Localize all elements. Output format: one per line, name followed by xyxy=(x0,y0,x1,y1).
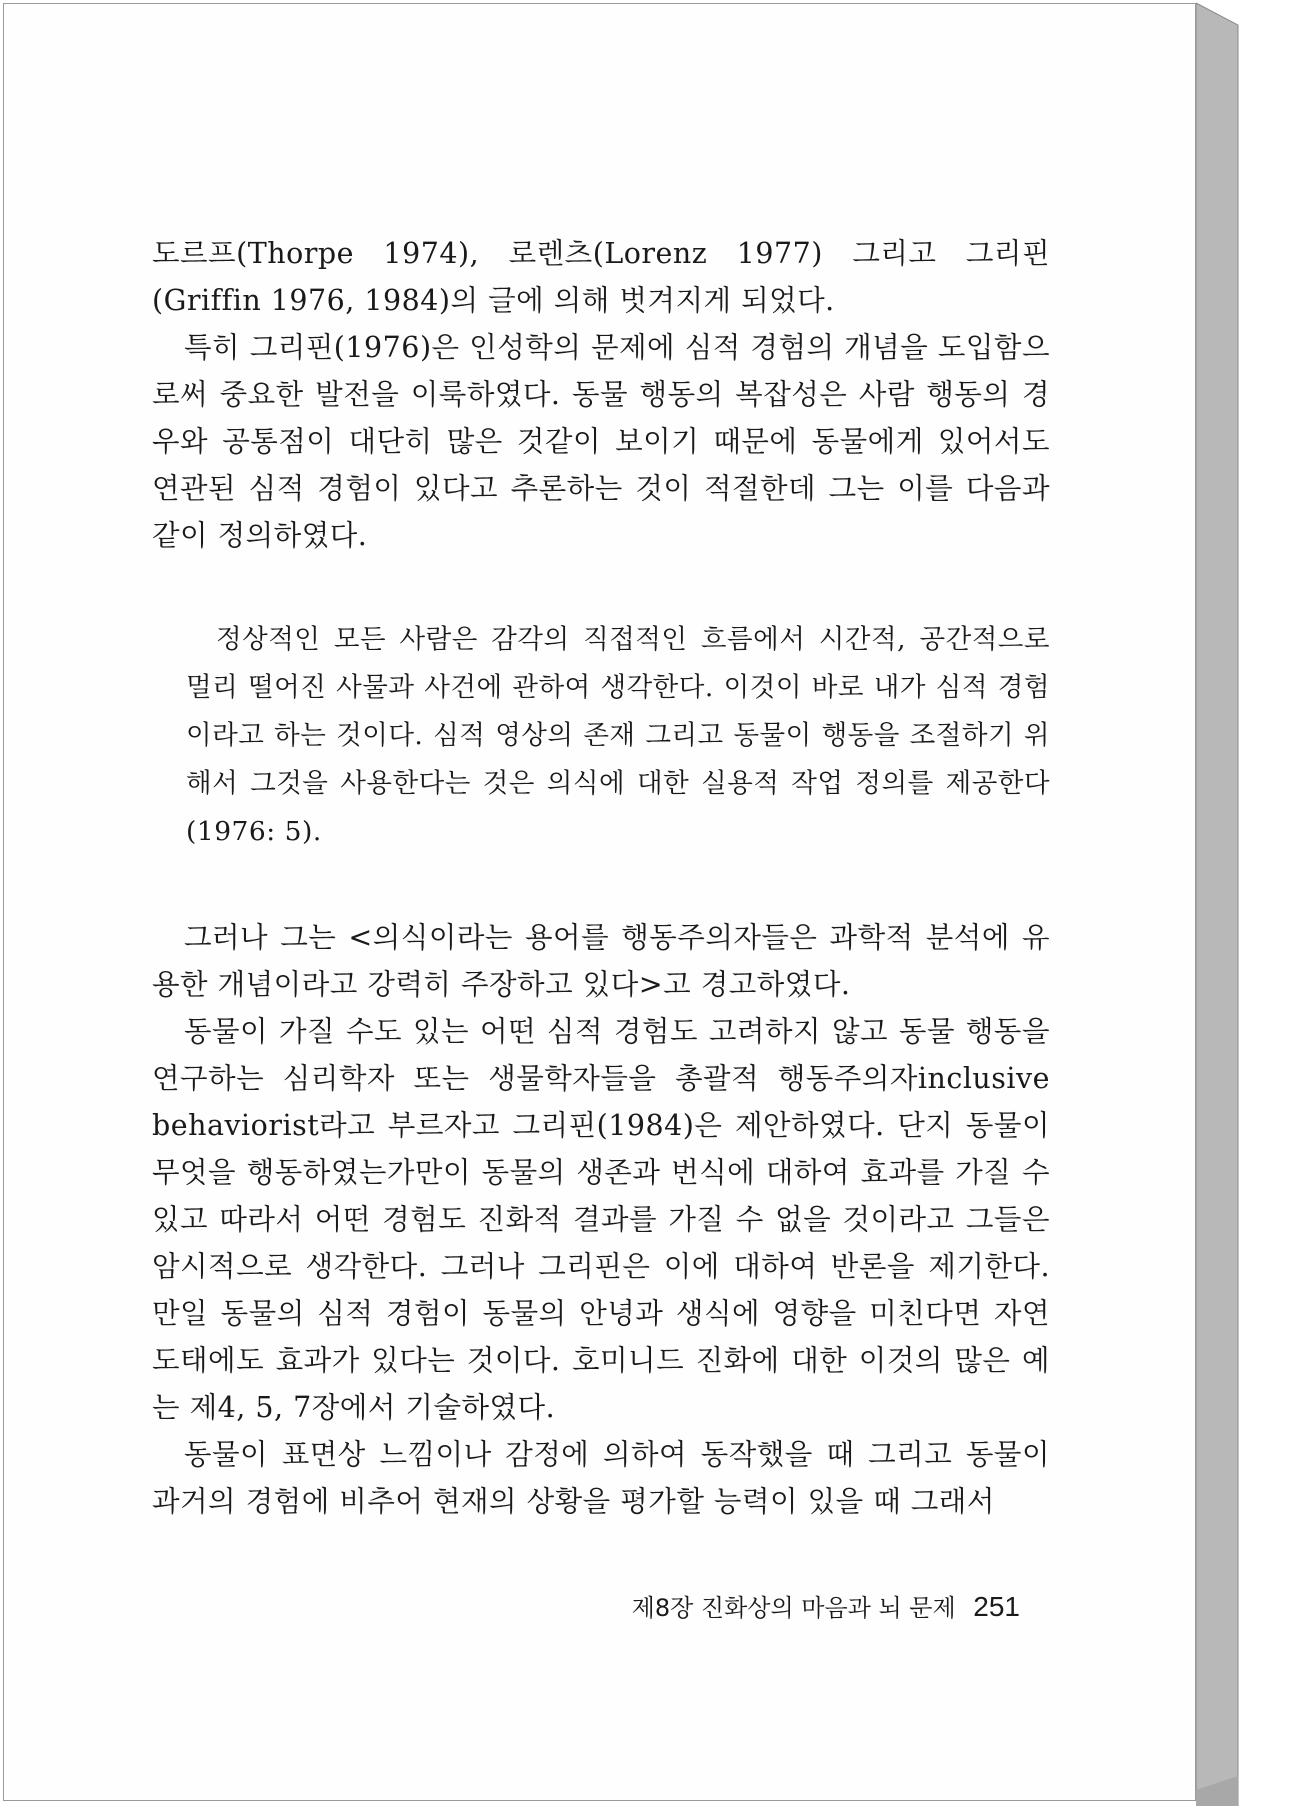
page-number: 251 xyxy=(973,1591,1020,1622)
body-text-top xyxy=(152,230,1050,559)
block-quote: 정상적인 모든 사람은 감각의 직접적인 흐름에서 시간적, 공간적으로 멀리 떨어진 사물과 사건에 관하여 생각한다. 이것이 바로 내가 심적 경험이라고 하는 것이다. 심적 영상의 존재 그리고 동물이 행동을 조절하기 위해서 그것을 사용한다는 것은 의식에 대한 실용적 작업 정의를 제공한다(1976: 5). xyxy=(186,624,1050,847)
page-footer xyxy=(580,1588,1020,1623)
paragraph-1: 도르프(Thorpe 1974), 로렌츠(Lorenz 1977) 그리고 그리핀(Griffin 1976, 1984)의 글에 의해 벗겨지게 되었다. xyxy=(152,237,1050,317)
paragraph-5: 동물이 표면상 느낌이나 감정에 의하여 동작했을 때 그리고 동물이 과거의 경험에 비추어 현재의 상황을 평가할 능력이 있을 때 그래서 xyxy=(152,1438,1050,1518)
chapter-title: 제8장 진화상의 마음과 뇌 문제 xyxy=(631,1594,956,1622)
paragraph-3: 그러나 그는 <의식이라는 용어를 행동주의자들은 과학적 분석에 유용한 개념이라고 강력히 주장하고 있다>고 경고하였다. xyxy=(152,921,1050,1001)
paragraph-2: 특히 그리핀(1976)은 인성학의 문제에 심적 경험의 개념을 도입함으로써 중요한 발전을 이룩하였다. 동물 행동의 복잡성은 사람 행동의 경우와 공통점이 대단히 많은 것같이 보이기 때문에 동물에게 있어서도 연관된 심적 경험이 있다고 추론하는 것이 적절한데 그는 이를 다음과 같이 정의하였다. xyxy=(152,331,1050,552)
paragraph-4: 동물이 가질 수도 있는 어떤 심적 경험도 고려하지 않고 동물 행동을 연구하는 심리학자 또는 생물학자들을 총괄적 행동주의자inclusive behaviorist라고 부르자고 그리핀(1984)은 제안하였다. 단지 동물이 무엇을 행동하였는가만이 동물의 생존과 번식에 대하여 효과를 가질 수 있고 따라서 어떤 경험도 진화적 결과를 가질 수 없을 것이라고 그들은 암시적으로 생각한다. 그러나 그리핀은 이에 대하여 반론을 제기한다. 만일 동물의 심적 경험이 동물의 안녕과 생식에 영향을 미친다면 자연도태에도 효과가 있다는 것이다. 호미니드 진화에 대한 이것의 많은 예는 제4, 5, 7장에서 기술하였다. xyxy=(152,1015,1050,1424)
page-edge-shadow xyxy=(1196,0,1244,1806)
body-text-bottom xyxy=(152,914,1050,1525)
